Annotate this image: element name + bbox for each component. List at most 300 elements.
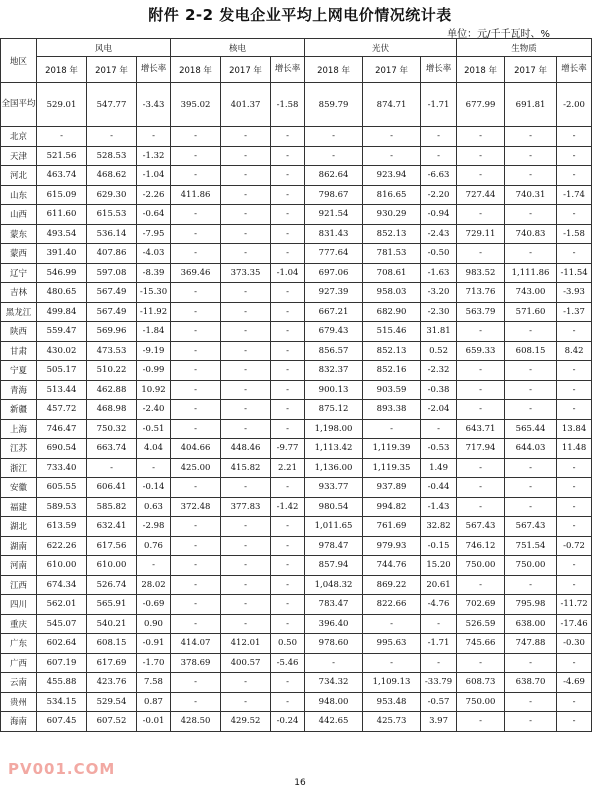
value-cell: -: [505, 361, 557, 381]
region-cell: 湖北: [1, 517, 37, 537]
value-cell: 2.21: [271, 458, 305, 478]
value-cell: 545.07: [37, 614, 87, 634]
value-cell: 567.49: [87, 283, 137, 303]
value-cell: -: [221, 146, 271, 166]
value-cell: -0.51: [137, 419, 171, 439]
value-cell: 852.16: [363, 361, 421, 381]
value-cell: 750.00: [505, 556, 557, 576]
value-cell: 513.44: [37, 380, 87, 400]
table-row: [1, 692, 592, 712]
value-cell: -: [457, 146, 505, 166]
value-cell: 0.52: [421, 341, 457, 361]
value-cell: 674.34: [37, 575, 87, 595]
price-table: [0, 38, 592, 732]
table-row: [1, 244, 592, 264]
value-cell: -: [171, 283, 221, 303]
value-cell: -: [557, 556, 592, 576]
value-cell: 505.17: [37, 361, 87, 381]
value-cell: -2.40: [137, 400, 171, 420]
value-cell: 607.19: [37, 653, 87, 673]
value-cell: -: [221, 361, 271, 381]
value-cell: -0.69: [137, 595, 171, 615]
value-cell: -: [271, 380, 305, 400]
value-cell: -: [363, 419, 421, 439]
value-cell: 713.76: [457, 283, 505, 303]
value-cell: -11.54: [557, 263, 592, 283]
value-cell: -6.63: [421, 166, 457, 186]
value-cell: -: [457, 400, 505, 420]
value-cell: -: [505, 380, 557, 400]
table-row: [1, 263, 592, 283]
value-cell: -: [271, 205, 305, 225]
value-cell: -: [271, 361, 305, 381]
value-cell: -: [271, 322, 305, 342]
region-cell: 陕西: [1, 322, 37, 342]
value-cell: -33.79: [421, 673, 457, 693]
wind-header: 风电: [37, 39, 171, 57]
value-cell: -: [137, 556, 171, 576]
value-cell: -: [557, 712, 592, 732]
value-cell: -: [505, 400, 557, 420]
table-row: [1, 614, 592, 634]
value-cell: 372.48: [171, 497, 221, 517]
region-cell: 宁夏: [1, 361, 37, 381]
value-cell: 750.00: [457, 556, 505, 576]
value-cell: 407.86: [87, 244, 137, 264]
value-cell: 423.76: [87, 673, 137, 693]
table-row: [1, 478, 592, 498]
table-row: [1, 419, 592, 439]
value-cell: -: [457, 361, 505, 381]
value-cell: 1.49: [421, 458, 457, 478]
year-2018-header: 2018 年: [37, 57, 87, 83]
value-cell: 606.41: [87, 478, 137, 498]
value-cell: -2.32: [421, 361, 457, 381]
value-cell: -: [557, 497, 592, 517]
region-cell: 上海: [1, 419, 37, 439]
value-cell: -1.71: [421, 83, 457, 127]
value-cell: -: [505, 146, 557, 166]
value-cell: 462.88: [87, 380, 137, 400]
value-cell: 740.83: [505, 224, 557, 244]
value-cell: 667.21: [305, 302, 363, 322]
region-cell: 黑龙江: [1, 302, 37, 322]
value-cell: -: [271, 478, 305, 498]
value-cell: -: [457, 712, 505, 732]
value-cell: -: [171, 400, 221, 420]
year-2017-header: 2017 年: [221, 57, 271, 83]
value-cell: -1.37: [557, 302, 592, 322]
value-cell: -: [171, 361, 221, 381]
value-cell: -: [171, 575, 221, 595]
value-cell: -1.58: [271, 83, 305, 127]
value-cell: 534.15: [37, 692, 87, 712]
value-cell: -: [457, 478, 505, 498]
value-cell: -: [171, 127, 221, 147]
region-cell: 浙江: [1, 458, 37, 478]
value-cell: -: [221, 595, 271, 615]
value-cell: -: [221, 166, 271, 186]
value-cell: 404.66: [171, 439, 221, 459]
value-cell: 615.09: [37, 185, 87, 205]
value-cell: -: [305, 127, 363, 147]
value-cell: 717.94: [457, 439, 505, 459]
value-cell: -0.15: [421, 536, 457, 556]
region-cell: 海南: [1, 712, 37, 732]
value-cell: -: [221, 205, 271, 225]
value-cell: -2.00: [557, 83, 592, 127]
value-cell: 429.52: [221, 712, 271, 732]
region-cell: 山西: [1, 205, 37, 225]
table-row: [1, 166, 592, 186]
value-cell: -: [37, 127, 87, 147]
value-cell: 546.99: [37, 263, 87, 283]
value-cell: -0.01: [137, 712, 171, 732]
value-cell: -: [171, 692, 221, 712]
value-cell: 750.00: [457, 692, 505, 712]
growth-rate-header: 增长率: [557, 57, 592, 83]
value-cell: -: [557, 458, 592, 478]
value-cell: 613.59: [37, 517, 87, 537]
table-row: [1, 497, 592, 517]
value-cell: 677.99: [457, 83, 505, 127]
value-cell: 0.63: [137, 497, 171, 517]
value-cell: -1.43: [421, 497, 457, 517]
value-cell: 795.98: [505, 595, 557, 615]
value-cell: 521.56: [37, 146, 87, 166]
value-cell: 632.41: [87, 517, 137, 537]
value-cell: -: [271, 517, 305, 537]
value-cell: -: [557, 361, 592, 381]
value-cell: 994.82: [363, 497, 421, 517]
value-cell: 857.94: [305, 556, 363, 576]
value-cell: -0.53: [421, 439, 457, 459]
value-cell: 816.65: [363, 185, 421, 205]
value-cell: -: [363, 614, 421, 634]
value-cell: -11.92: [137, 302, 171, 322]
table-row: [1, 458, 592, 478]
value-cell: -: [557, 517, 592, 537]
value-cell: 480.65: [37, 283, 87, 303]
value-cell: -2.98: [137, 517, 171, 537]
value-cell: -: [505, 712, 557, 732]
value-cell: 8.42: [557, 341, 592, 361]
value-cell: -: [457, 205, 505, 225]
value-cell: -: [271, 556, 305, 576]
value-cell: 1,011.65: [305, 517, 363, 537]
value-cell: -: [457, 244, 505, 264]
value-cell: 644.03: [505, 439, 557, 459]
value-cell: -: [271, 185, 305, 205]
value-cell: 411.86: [171, 185, 221, 205]
table-row: [1, 439, 592, 459]
value-cell: -0.38: [421, 380, 457, 400]
value-cell: 875.12: [305, 400, 363, 420]
value-cell: 28.02: [137, 575, 171, 595]
value-cell: -: [505, 497, 557, 517]
year-2018-header: 2018 年: [457, 57, 505, 83]
value-cell: -3.20: [421, 283, 457, 303]
value-cell: -: [271, 166, 305, 186]
year-2017-header: 2017 年: [363, 57, 421, 83]
value-cell: 798.67: [305, 185, 363, 205]
value-cell: 617.56: [87, 536, 137, 556]
value-cell: -0.72: [557, 536, 592, 556]
value-cell: -: [421, 146, 457, 166]
value-cell: 567.49: [87, 302, 137, 322]
value-cell: 559.47: [37, 322, 87, 342]
value-cell: -: [557, 244, 592, 264]
value-cell: -9.77: [271, 439, 305, 459]
value-cell: 414.07: [171, 634, 221, 654]
region-cell: 贵州: [1, 692, 37, 712]
solar-header: 光伏: [305, 39, 457, 57]
region-cell: 甘肃: [1, 341, 37, 361]
value-cell: 607.45: [37, 712, 87, 732]
value-cell: 597.08: [87, 263, 137, 283]
value-cell: 31.81: [421, 322, 457, 342]
value-cell: 743.00: [505, 283, 557, 303]
value-cell: -: [505, 127, 557, 147]
table-row: [1, 575, 592, 595]
value-cell: -2.30: [421, 302, 457, 322]
value-cell: -: [457, 380, 505, 400]
value-cell: 978.60: [305, 634, 363, 654]
value-cell: 0.76: [137, 536, 171, 556]
value-cell: 536.14: [87, 224, 137, 244]
value-cell: 1,109.13: [363, 673, 421, 693]
value-cell: -: [171, 322, 221, 342]
value-cell: -15.30: [137, 283, 171, 303]
region-cell: 河南: [1, 556, 37, 576]
region-cell: 河北: [1, 166, 37, 186]
value-cell: -: [421, 653, 457, 673]
table-row: [1, 595, 592, 615]
value-cell: -1.71: [421, 634, 457, 654]
value-cell: -: [557, 127, 592, 147]
value-cell: -: [457, 575, 505, 595]
region-cell: 全国平均: [1, 83, 37, 127]
value-cell: -: [421, 614, 457, 634]
value-cell: 1,198.00: [305, 419, 363, 439]
value-cell: -: [505, 478, 557, 498]
value-cell: 567.43: [505, 517, 557, 537]
value-cell: -: [221, 400, 271, 420]
value-cell: 4.04: [137, 439, 171, 459]
table-row: [1, 536, 592, 556]
value-cell: 744.76: [363, 556, 421, 576]
value-cell: -: [557, 478, 592, 498]
value-cell: 783.47: [305, 595, 363, 615]
table-row: [1, 634, 592, 654]
value-cell: -: [557, 322, 592, 342]
value-cell: 565.91: [87, 595, 137, 615]
value-cell: -3.93: [557, 283, 592, 303]
value-cell: 13.84: [557, 419, 592, 439]
value-cell: -: [271, 673, 305, 693]
value-cell: -: [221, 322, 271, 342]
value-cell: -11.72: [557, 595, 592, 615]
biomass-header: 生物质: [457, 39, 592, 57]
value-cell: 733.40: [37, 458, 87, 478]
value-cell: -: [271, 146, 305, 166]
value-cell: 746.47: [37, 419, 87, 439]
value-cell: 529.01: [37, 83, 87, 127]
table-row: [1, 205, 592, 225]
value-cell: 622.26: [37, 536, 87, 556]
value-cell: -: [171, 166, 221, 186]
value-cell: 455.88: [37, 673, 87, 693]
value-cell: 585.82: [87, 497, 137, 517]
value-cell: 529.54: [87, 692, 137, 712]
value-cell: 563.79: [457, 302, 505, 322]
value-cell: 1,048.32: [305, 575, 363, 595]
value-cell: 457.72: [37, 400, 87, 420]
value-cell: 745.66: [457, 634, 505, 654]
year-2018-header: 2018 年: [171, 57, 221, 83]
value-cell: 369.46: [171, 263, 221, 283]
value-cell: 373.35: [221, 263, 271, 283]
region-cell: 广东: [1, 634, 37, 654]
value-cell: -: [271, 536, 305, 556]
region-cell: 云南: [1, 673, 37, 693]
growth-rate-header: 增长率: [271, 57, 305, 83]
value-cell: 611.60: [37, 205, 87, 225]
page-title: 附件 2-2 发电企业平均上网电价情况统计表: [148, 6, 452, 24]
table-row: [1, 322, 592, 342]
value-cell: 659.33: [457, 341, 505, 361]
value-cell: 608.15: [87, 634, 137, 654]
value-cell: 473.53: [87, 341, 137, 361]
value-cell: -1.04: [271, 263, 305, 283]
value-cell: -0.57: [421, 692, 457, 712]
region-cell: 北京: [1, 127, 37, 147]
value-cell: 869.22: [363, 575, 421, 595]
value-cell: -1.04: [137, 166, 171, 186]
value-cell: 605.55: [37, 478, 87, 498]
region-cell: 蒙西: [1, 244, 37, 264]
value-cell: -1.63: [421, 263, 457, 283]
nuclear-header: 核电: [171, 39, 305, 57]
value-cell: -: [305, 146, 363, 166]
table-row: [1, 224, 592, 244]
value-cell: 400.57: [221, 653, 271, 673]
region-cell: 广西: [1, 653, 37, 673]
value-cell: 702.69: [457, 595, 505, 615]
value-cell: 493.54: [37, 224, 87, 244]
value-cell: -: [221, 614, 271, 634]
value-cell: 15.20: [421, 556, 457, 576]
value-cell: 679.43: [305, 322, 363, 342]
region-cell: 重庆: [1, 614, 37, 634]
value-cell: 629.30: [87, 185, 137, 205]
value-cell: 734.32: [305, 673, 363, 693]
region-cell: 青海: [1, 380, 37, 400]
value-cell: -: [221, 556, 271, 576]
value-cell: 468.62: [87, 166, 137, 186]
value-cell: 11.48: [557, 439, 592, 459]
value-cell: -1.70: [137, 653, 171, 673]
value-cell: 859.79: [305, 83, 363, 127]
value-cell: -: [457, 322, 505, 342]
value-cell: -: [505, 458, 557, 478]
value-cell: -: [557, 380, 592, 400]
region-cell: 安徽: [1, 478, 37, 498]
value-cell: -: [505, 244, 557, 264]
value-cell: -: [457, 166, 505, 186]
value-cell: -: [171, 380, 221, 400]
value-cell: 691.81: [505, 83, 557, 127]
value-cell: -0.99: [137, 361, 171, 381]
value-cell: 781.53: [363, 244, 421, 264]
value-cell: -0.14: [137, 478, 171, 498]
value-cell: -: [171, 302, 221, 322]
value-cell: -: [221, 517, 271, 537]
value-cell: 0.87: [137, 692, 171, 712]
value-cell: 682.90: [363, 302, 421, 322]
table-row: [1, 302, 592, 322]
value-cell: 32.82: [421, 517, 457, 537]
value-cell: -0.30: [557, 634, 592, 654]
value-cell: -: [171, 595, 221, 615]
value-cell: -: [171, 478, 221, 498]
value-cell: 921.54: [305, 205, 363, 225]
value-cell: 395.02: [171, 83, 221, 127]
value-cell: -: [363, 146, 421, 166]
value-cell: -: [505, 322, 557, 342]
value-cell: 610.00: [87, 556, 137, 576]
value-cell: -: [87, 458, 137, 478]
value-cell: -: [271, 614, 305, 634]
value-cell: -: [171, 224, 221, 244]
value-cell: -: [305, 653, 363, 673]
growth-rate-header: 增长率: [421, 57, 457, 83]
value-cell: -: [457, 653, 505, 673]
value-cell: -: [171, 536, 221, 556]
value-cell: 980.54: [305, 497, 363, 517]
value-cell: -: [171, 244, 221, 264]
value-cell: -4.69: [557, 673, 592, 693]
value-cell: 377.83: [221, 497, 271, 517]
value-cell: 751.54: [505, 536, 557, 556]
value-cell: 401.37: [221, 83, 271, 127]
value-cell: -: [457, 458, 505, 478]
year-2018-header: 2018 年: [305, 57, 363, 83]
value-cell: -: [221, 283, 271, 303]
table-row: [1, 556, 592, 576]
value-cell: 20.61: [421, 575, 457, 595]
value-cell: 874.71: [363, 83, 421, 127]
value-cell: 900.13: [305, 380, 363, 400]
value-cell: -: [271, 400, 305, 420]
value-cell: 463.74: [37, 166, 87, 186]
value-cell: -: [221, 478, 271, 498]
value-cell: 442.65: [305, 712, 363, 732]
value-cell: -: [221, 575, 271, 595]
value-cell: 569.96: [87, 322, 137, 342]
value-cell: -2.04: [421, 400, 457, 420]
value-cell: 923.94: [363, 166, 421, 186]
value-cell: 1,119.35: [363, 458, 421, 478]
value-cell: 995.63: [363, 634, 421, 654]
value-cell: -: [221, 692, 271, 712]
growth-rate-header: 增长率: [137, 57, 171, 83]
region-header: 地区: [1, 39, 37, 83]
value-cell: 697.06: [305, 263, 363, 283]
value-cell: 610.00: [37, 556, 87, 576]
value-cell: 602.64: [37, 634, 87, 654]
value-cell: -1.32: [137, 146, 171, 166]
